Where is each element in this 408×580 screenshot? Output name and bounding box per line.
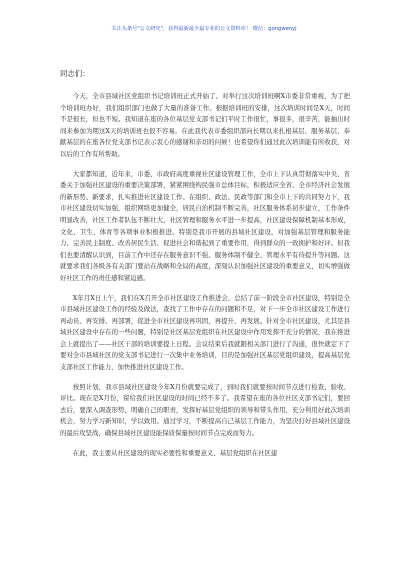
paragraph-5: 在此，我主要从社区建设的现实必要性和重要意义、基层党组织在社区建 bbox=[72, 448, 278, 457]
paragraph-4: 按照计划，我市县域社区建设今年X月份就要完成了，到时我们就要按时间节点进行检查、验收、评比。现在是X月份，留给我们社区建设的时间已经不多了。我希望在座的各位社区支部书记们，要回去后，要深入调查形势，明确自己的职责，发挥好基层党组织的领导和带头作用，充分利用好此次培训机会，努力学习新知识，学以致用。通过学习，不断提高自己基层工作能力，为坚决打好县域社区建设的最后攻坚战，确保县域社区建设能保质保量按时间节点完成而努力。 bbox=[60, 382, 350, 438]
document-body bbox=[60, 68, 350, 467]
header-banner: 关注头条号"公文研究"，获得最新最全最专业的公文资料库！ 微信：gongwenyj bbox=[111, 26, 297, 32]
salutation: 同志们： bbox=[60, 69, 90, 78]
paragraph-3: X年月X日上午，我们在X召开全市社区建设工作推进会，总结了前一阶段全市社区建设，特别是全市县域社区建设工作的经验及做法，查找了工作中存在的问题和不足，对下一步全市社区建设工作进行再动员、再安排、再部署，促进全市社区建设再巩固、再提升、再发展。针对全市社区建设，尤其是县域社区建设中存在的一些问题，特别是社区基层党组织在社区建设中作用发挥不充分的情况，我在推进会上就提出了——社区干部的培训要提上日程。会议结束后我就跟相关部门进行了沟通，很快就定下了要对全市县域社区的党支部书记进行一次集中业务培训，目的是加强社区基层党组织建设，提高基层党支部社区工作能力，加快推进社区建设工作。 bbox=[60, 293, 350, 372]
paragraph-1: 今天，全市县域社区党组织书记培训班正式开始了。对举行这次培训班啊X市委非常重视，为了把个培训班办好，我们组织部门也做了大量的准备工作。根据培训班的安排，这次培训时间是X天，时间不是很长，但也不短。我知道在座的各位基层党支部书记们平时工作很忙，事很多，很辛苦，能抽出时间来参加为期这X天的培训班也很不容易。在此我代表市委组织部向长期以来扎根基层、服务基层、奉献基层的在座各位党支部书记表示衷心的感谢和亲切的问候！也希望你们通过此次培训能有所收获，对以后的工作有所帮助。 bbox=[60, 92, 350, 158]
paragraph-2: 大家都知道，近年来，市委、市政府高度重视社区建设管理工作，全市上下认真贯彻落实中央、省委关于加强社区建设的重要决策部署，紧紧围绕构民强市总体目标，积极适应全省、全市经济社会发展的新形势、新要求，扎实推进社区建设工作。在组织、政法、民政等部门和全市上下的共同努力下，我市社区建设切实加强，组织网络更加健全，居民自治机制不断完善，社区服务体系初步建立，工作条件明显改善，社区工作者队伍不断壮大，社区管理和服务水平进一步提高，社区建设保障机制基本形成，文化、卫生、体育等各项事业积极推进。特别是我市开展的县域社区建设，对加强基层管理和服务能力、完善民主制度、改善居民生活、促进社会和谐起到了重要作用，得到群众的一致拥护和好评。但我们也要清醒认识到，目前工作中还存在服务意识不强、服务体制不健全、管理水平有待提升等问题。这就要求我们各级各有关部门要站在战略和全局的高度，深刻认识加强社区建设的重要意义，切实增强做好社区工作的责任感和紧迫感。 bbox=[60, 169, 350, 282]
